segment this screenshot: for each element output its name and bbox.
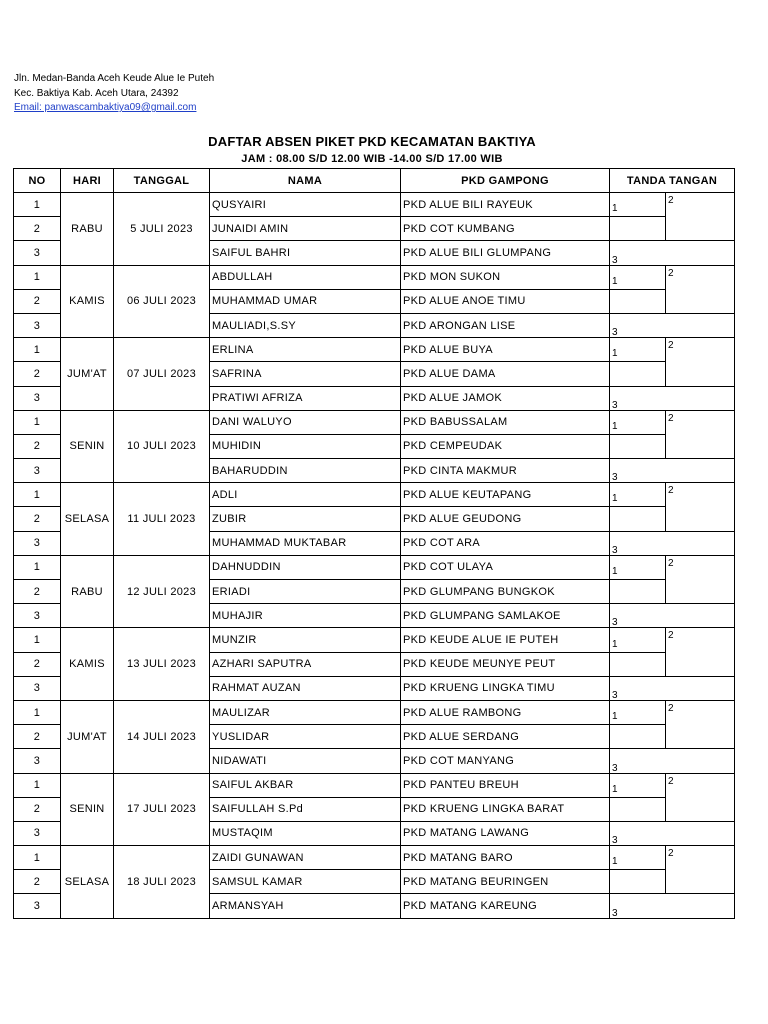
pkd-gampong-cell: PKD ALUE JAMOK [401, 386, 610, 410]
date-cell: 12 JULI 2023 [114, 555, 210, 628]
name-cell: ERIADI [210, 580, 401, 604]
pkd-gampong-cell: PKD KRUENG LINGKA TIMU [401, 676, 610, 700]
signature-cell-1[interactable] [610, 338, 666, 362]
pkd-gampong-cell: PKD COT MANYANG [401, 749, 610, 773]
day-cell: SELASA [61, 483, 114, 556]
row-number: 3 [14, 749, 61, 773]
day-cell: SENIN [61, 410, 114, 483]
pkd-gampong-cell: PKD ALUE DAMA [401, 362, 610, 386]
pkd-gampong-cell: PKD COT ARA [401, 531, 610, 555]
table-header-row [14, 169, 735, 193]
row-number: 3 [14, 386, 61, 410]
pkd-gampong-cell: PKD CINTA MAKMUR [401, 459, 610, 483]
signature-cell-2[interactable] [666, 700, 735, 748]
row-number: 2 [14, 870, 61, 894]
row-number: 1 [14, 700, 61, 724]
signature-cell-3[interactable] [610, 676, 735, 700]
name-cell: SAIFULLAH S.Pd [210, 797, 401, 821]
row-number: 3 [14, 241, 61, 265]
name-cell: AZHARI SAPUTRA [210, 652, 401, 676]
document-title: DAFTAR ABSEN PIKET PKD KECAMATAN BAKTIYA [208, 134, 536, 149]
table-row [14, 265, 735, 289]
name-cell: MUHAMMAD MUKTABAR [210, 531, 401, 555]
signature-number-2: 2 [668, 702, 674, 714]
name-cell: DAHNUDDIN [210, 555, 401, 579]
pkd-gampong-cell: PKD BABUSSALAM [401, 410, 610, 434]
document-subtitle: JAM : 08.00 S/D 12.00 WIB -14.00 S/D 17.00 WIB [241, 153, 503, 165]
signature-cell-2[interactable] [666, 265, 735, 313]
table-row [14, 628, 735, 652]
date-cell: 5 JULI 2023 [114, 193, 210, 266]
name-cell: RAHMAT AUZAN [210, 676, 401, 700]
date-cell: 18 JULI 2023 [114, 846, 210, 919]
column-header-pkd-gampong: PKD GAMPONG [401, 169, 610, 193]
signature-cell-3[interactable] [610, 531, 735, 555]
pkd-gampong-cell: PKD COT ULAYA [401, 555, 610, 579]
signature-cell-1[interactable] [610, 773, 666, 797]
row-number: 1 [14, 483, 61, 507]
signature-number-2: 2 [668, 267, 674, 279]
signature-number-2: 2 [668, 557, 674, 569]
row-number: 2 [14, 289, 61, 313]
date-cell: 14 JULI 2023 [114, 700, 210, 773]
row-number: 1 [14, 338, 61, 362]
name-cell: JUNAIDI AMIN [210, 217, 401, 241]
pkd-gampong-cell: PKD ALUE SERDANG [401, 725, 610, 749]
signature-cell-2[interactable] [666, 773, 735, 821]
signature-cell-1[interactable] [610, 846, 666, 870]
name-cell: MUNZIR [210, 628, 401, 652]
row-number: 1 [14, 555, 61, 579]
signature-cell-3[interactable] [610, 386, 735, 410]
signature-cell-2[interactable] [666, 410, 735, 458]
signature-cell-1[interactable] [610, 410, 666, 434]
date-cell: 17 JULI 2023 [114, 773, 210, 846]
row-number: 2 [14, 217, 61, 241]
signature-cell-3[interactable] [610, 241, 735, 265]
name-cell: MAULIZAR [210, 700, 401, 724]
signature-number-3: 3 [612, 472, 618, 483]
signature-cell-2[interactable] [666, 555, 735, 603]
signature-cell-3[interactable] [610, 459, 735, 483]
signature-cell-2[interactable] [666, 846, 735, 894]
row-number: 2 [14, 580, 61, 604]
signature-cell-blank[interactable] [610, 289, 666, 313]
signature-cell-3[interactable] [610, 894, 735, 918]
pkd-gampong-cell: PKD ARONGAN LISE [401, 313, 610, 337]
name-cell: ERLINA [210, 338, 401, 362]
address-line-2: Kec. Baktiya Kab. Aceh Utara, 24392 [14, 87, 179, 99]
row-number: 1 [14, 193, 61, 217]
signature-cell-3[interactable] [610, 749, 735, 773]
signature-cell-1[interactable] [610, 265, 666, 289]
signature-number-1: 1 [612, 203, 618, 215]
signature-number-3: 3 [612, 399, 618, 411]
signature-cell-2[interactable] [666, 628, 735, 676]
date-cell: 06 JULI 2023 [114, 265, 210, 338]
pkd-gampong-cell: PKD MATANG BEURINGEN [401, 870, 610, 894]
signature-number-1: 1 [612, 348, 618, 360]
row-number: 2 [14, 434, 61, 458]
signature-cell-blank[interactable] [610, 797, 666, 821]
signature-cell-blank[interactable] [610, 362, 666, 386]
name-cell: ABDULLAH [210, 265, 401, 289]
row-number: 1 [14, 846, 61, 870]
row-number: 3 [14, 604, 61, 628]
signature-number-2: 2 [668, 195, 674, 206]
column-header-no: NO [14, 169, 61, 193]
pkd-gampong-cell: PKD ALUE KEUTAPANG [401, 483, 610, 507]
column-header-hari: HARI [61, 169, 114, 193]
table-row [14, 700, 735, 724]
row-number: 3 [14, 313, 61, 337]
signature-number-3: 3 [612, 907, 618, 919]
address-block [14, 72, 214, 116]
row-number: 2 [14, 652, 61, 676]
table-row [14, 773, 735, 797]
row-number: 1 [14, 773, 61, 797]
pkd-gampong-cell: PKD KEUDE MEUNYE PEUT [401, 652, 610, 676]
signature-number-2: 2 [668, 340, 674, 352]
row-number: 2 [14, 362, 61, 386]
signature-number-1: 1 [612, 783, 618, 795]
signature-number-3: 3 [612, 617, 618, 628]
signature-number-1: 1 [612, 856, 618, 868]
row-number: 1 [14, 265, 61, 289]
row-number: 3 [14, 531, 61, 555]
pkd-gampong-cell: PKD MATANG LAWANG [401, 821, 610, 845]
name-cell: ZAIDI GUNAWAN [210, 846, 401, 870]
pkd-gampong-cell: PKD ALUE BILI RAYEUK [401, 193, 610, 217]
day-cell: JUM'AT [61, 700, 114, 773]
day-cell: RABU [61, 555, 114, 628]
name-cell: MUSTAQIM [210, 821, 401, 845]
date-cell: 13 JULI 2023 [114, 628, 210, 701]
name-cell: PRATIWI AFRIZA [210, 386, 401, 410]
pkd-gampong-cell: PKD ALUE BILI GLUMPANG [401, 241, 610, 265]
day-cell: SELASA [61, 846, 114, 919]
signature-cell-blank[interactable] [610, 725, 666, 749]
pkd-gampong-cell: PKD ALUE BUYA [401, 338, 610, 362]
signature-number-1: 1 [612, 493, 618, 505]
pkd-gampong-cell: PKD MATANG KAREUNG [401, 894, 610, 918]
signature-number-1: 1 [612, 711, 618, 723]
day-cell: JUM'AT [61, 338, 114, 411]
signature-cell-blank[interactable] [610, 580, 666, 604]
signature-cell-2[interactable] [666, 483, 735, 531]
signature-number-1: 1 [612, 566, 618, 577]
date-cell: 10 JULI 2023 [114, 410, 210, 483]
table-body [14, 193, 735, 919]
signature-number-3: 3 [612, 544, 618, 556]
signature-number-1: 1 [612, 638, 618, 650]
signature-cell-1[interactable] [610, 555, 666, 579]
email-link[interactable]: Email: panwascambaktiya09@gmail.com [14, 102, 197, 113]
signature-number-2: 2 [668, 775, 674, 787]
pkd-gampong-cell: PKD GLUMPANG BUNGKOK [401, 580, 610, 604]
name-cell: MUHIDIN [210, 434, 401, 458]
row-number: 3 [14, 459, 61, 483]
date-cell: 11 JULI 2023 [114, 483, 210, 556]
pkd-gampong-cell: PKD GLUMPANG SAMLAKOE [401, 604, 610, 628]
pkd-gampong-cell: PKD ALUE ANOE TIMU [401, 289, 610, 313]
row-number: 3 [14, 821, 61, 845]
table-row [14, 555, 735, 579]
pkd-gampong-cell: PKD PANTEU BREUH [401, 773, 610, 797]
signature-cell-3[interactable] [610, 821, 735, 845]
name-cell: SAMSUL KAMAR [210, 870, 401, 894]
signature-cell-blank[interactable] [610, 434, 666, 458]
column-header-nama: NAMA [210, 169, 401, 193]
row-number: 2 [14, 725, 61, 749]
signature-cell-blank[interactable] [610, 652, 666, 676]
name-cell: MAULIADI,S.SY [210, 313, 401, 337]
name-cell: MUHAJIR [210, 604, 401, 628]
signature-number-3: 3 [612, 254, 618, 266]
signature-cell-blank[interactable] [610, 870, 666, 894]
signature-cell-1[interactable] [610, 483, 666, 507]
signature-number-2: 2 [668, 630, 674, 642]
pkd-gampong-cell: PKD MON SUKON [401, 265, 610, 289]
pkd-gampong-cell: PKD KEUDE ALUE IE PUTEH [401, 628, 610, 652]
row-number: 1 [14, 410, 61, 434]
name-cell: QUSYAIRI [210, 193, 401, 217]
signature-cell-blank[interactable] [610, 507, 666, 531]
pkd-gampong-cell: PKD COT KUMBANG [401, 217, 610, 241]
signature-cell-2[interactable] [666, 193, 735, 241]
signature-cell-3[interactable] [610, 604, 735, 628]
signature-number-1: 1 [612, 275, 618, 287]
signature-number-3: 3 [612, 835, 618, 846]
name-cell: SAFRINA [210, 362, 401, 386]
name-cell: DANI WALUYO [210, 410, 401, 434]
signature-cell-blank[interactable] [610, 217, 666, 241]
name-cell: YUSLIDAR [210, 725, 401, 749]
row-number: 3 [14, 676, 61, 700]
pkd-gampong-cell: PKD CEMPEUDAK [401, 434, 610, 458]
name-cell: ARMANSYAH [210, 894, 401, 918]
signature-cell-2[interactable] [666, 338, 735, 386]
name-cell: SAIFUL AKBAR [210, 773, 401, 797]
signature-cell-1[interactable] [610, 628, 666, 652]
signature-number-3: 3 [612, 327, 618, 338]
name-cell: ADLI [210, 483, 401, 507]
pkd-gampong-cell: PKD ALUE GEUDONG [401, 507, 610, 531]
day-cell: KAMIS [61, 265, 114, 338]
row-number: 2 [14, 507, 61, 531]
pkd-gampong-cell: PKD KRUENG LINGKA BARAT [401, 797, 610, 821]
name-cell: BAHARUDDIN [210, 459, 401, 483]
row-number: 3 [14, 894, 61, 918]
signature-cell-1[interactable] [610, 193, 666, 217]
table-row [14, 193, 735, 217]
name-cell: MUHAMMAD UMAR [210, 289, 401, 313]
signature-number-3: 3 [612, 762, 618, 773]
column-header-tanggal: TANGGAL [114, 169, 210, 193]
row-number: 1 [14, 628, 61, 652]
signature-number-2: 2 [668, 412, 674, 424]
signature-number-3: 3 [612, 689, 618, 701]
day-cell: KAMIS [61, 628, 114, 701]
pkd-gampong-cell: PKD MATANG BARO [401, 846, 610, 870]
pkd-gampong-cell: PKD ALUE RAMBONG [401, 700, 610, 724]
signature-cell-3[interactable] [610, 313, 735, 337]
table-row [14, 338, 735, 362]
address-line-1: Jln. Medan-Banda Aceh Keude Alue Ie Puteh [14, 73, 215, 84]
name-cell: NIDAWATI [210, 749, 401, 773]
signature-number-2: 2 [668, 848, 674, 860]
signature-number-1: 1 [612, 420, 618, 432]
column-header-tanda-tangan: TANDA TANGAN [610, 169, 735, 193]
table-row [14, 410, 735, 434]
day-cell: RABU [61, 193, 114, 266]
table-row [14, 483, 735, 507]
attendance-table [13, 168, 735, 919]
day-cell: SENIN [61, 773, 114, 846]
signature-number-2: 2 [668, 485, 674, 497]
name-cell: ZUBIR [210, 507, 401, 531]
signature-cell-1[interactable] [610, 700, 666, 724]
table-row [14, 846, 735, 870]
name-cell: SAIFUL BAHRI [210, 241, 401, 265]
row-number: 2 [14, 797, 61, 821]
date-cell: 07 JULI 2023 [114, 338, 210, 411]
